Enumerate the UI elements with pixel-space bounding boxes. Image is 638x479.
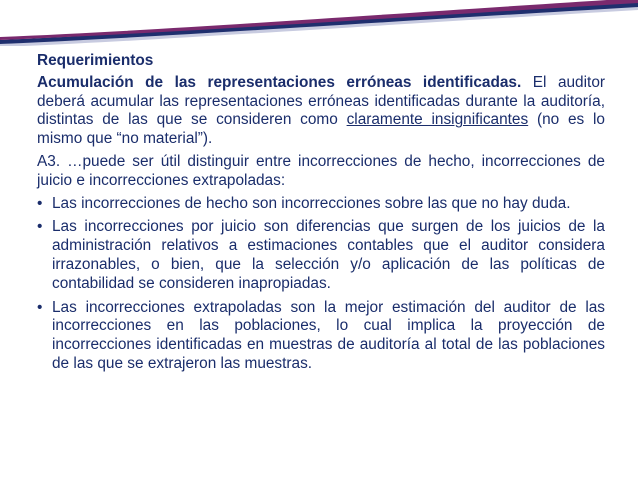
bullet-list <box>37 195 605 374</box>
paragraph-bold-lead: Acumulación de las representaciones erróneas identificadas. <box>37 73 522 91</box>
paragraph-a3: A3. …puede ser útil distinguir entre incorrecciones de hecho, incorrecciones de juicio e incorrecciones extrapoladas: <box>37 152 605 189</box>
bullet-item-juicio <box>37 218 605 293</box>
slide-body <box>37 52 605 379</box>
bullet-text: Las incorrecciones de hecho son incorrecciones sobre las que no hay duda. <box>52 194 571 212</box>
bullet-dot: • <box>37 218 43 236</box>
paragraph-text-end: (no es lo mismo que “no material”). <box>37 111 605 148</box>
paragraph-text: El auditor deberá acumular las representaciones erróneas identificadas durante la auditoría, distintas de las que se consideren como <box>37 73 606 129</box>
bullet-item-hecho <box>37 195 605 214</box>
bullet-text: Las incorrecciones por juicio son diferencias que surgen de los juicios de la administración relativos a estimaciones contables que el auditor considera irrazonables, o bien, que la selección y/o aplicación de las políticas de contabilidad se consideren inapropiadas. <box>52 218 605 292</box>
bullet-dot: • <box>37 298 43 316</box>
bullet-item-extrapoladas <box>37 299 605 374</box>
underlined-term: claramente insignificantes <box>346 111 529 129</box>
swoosh-purple-band <box>0 0 638 40</box>
bullet-text: Las incorrecciones extrapoladas son la mejor estimación del auditor de las incorrecciones en las poblaciones, lo cual implica la proyección de incorrecciones identificadas en muestras de auditoría al total de las poblaciones de las que se extrajeron las muestras. <box>52 298 605 372</box>
bullet-dot: • <box>37 194 43 212</box>
slide-heading: Requerimientos <box>37 52 154 69</box>
header-swoosh <box>0 0 638 46</box>
paragraph-accumulation <box>37 74 605 149</box>
